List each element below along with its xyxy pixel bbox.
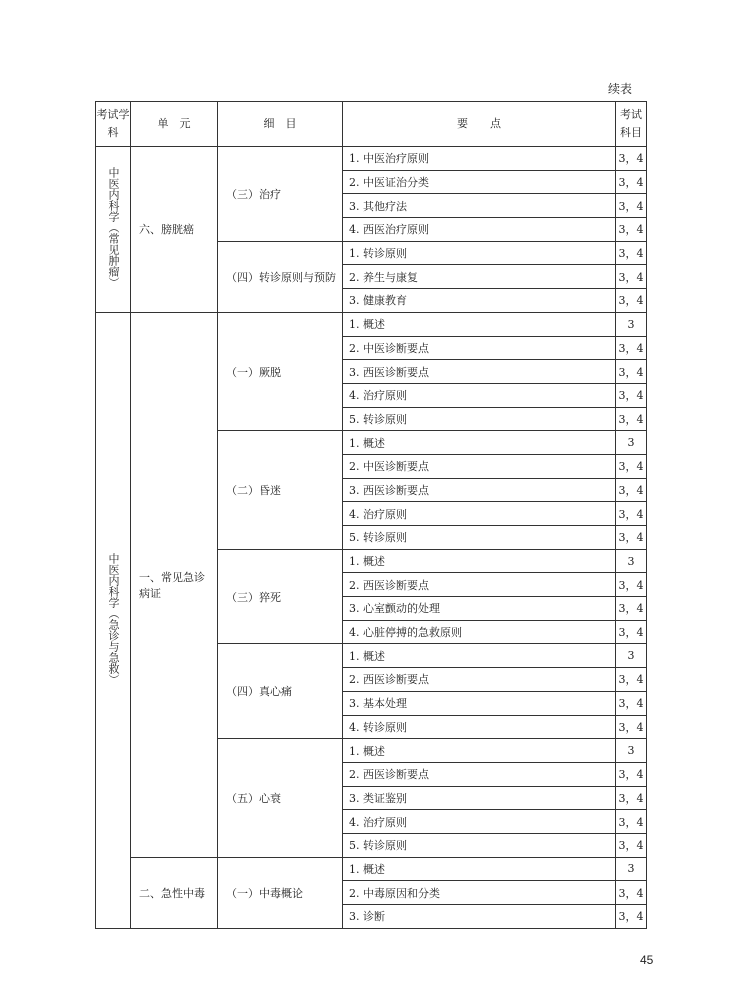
exam-cell: 3，4 xyxy=(616,715,647,739)
header-subject: 考试学科 xyxy=(96,102,131,147)
subject-label: 中医内科学（急诊与急救） xyxy=(107,552,120,685)
exam-cell: 3 xyxy=(616,312,647,336)
exam-cell: 3，4 xyxy=(616,833,647,857)
detail-cell: （三）猝死 xyxy=(218,549,343,644)
continued-label: 续表 xyxy=(608,82,633,96)
point-cell: 2. 中毒原因和分类 xyxy=(343,881,616,905)
point-cell: 3. 西医诊断要点 xyxy=(343,360,616,384)
exam-cell: 3，4 xyxy=(616,810,647,834)
point-cell: 1. 概述 xyxy=(343,431,616,455)
detail-cell: （三）治疗 xyxy=(218,147,343,242)
detail-cell: （一）中毒概论 xyxy=(218,857,343,928)
point-cell: 2. 中医诊断要点 xyxy=(343,336,616,360)
exam-cell: 3 xyxy=(616,739,647,763)
point-cell: 3. 心室颤动的处理 xyxy=(343,597,616,621)
table-row xyxy=(96,147,647,171)
point-cell: 4. 治疗原则 xyxy=(343,810,616,834)
exam-cell: 3，4 xyxy=(616,407,647,431)
table-body xyxy=(96,147,647,929)
header-point: 要 点 xyxy=(343,102,616,147)
point-cell: 2. 西医诊断要点 xyxy=(343,668,616,692)
table-row xyxy=(96,857,647,881)
exam-cell: 3，4 xyxy=(616,905,647,929)
point-cell: 1. 概述 xyxy=(343,312,616,336)
point-cell: 3. 其他疗法 xyxy=(343,194,616,218)
exam-cell: 3，4 xyxy=(616,170,647,194)
point-cell: 4. 转诊原则 xyxy=(343,715,616,739)
point-cell: 1. 概述 xyxy=(343,549,616,573)
point-cell: 5. 转诊原则 xyxy=(343,407,616,431)
exam-cell: 3，4 xyxy=(616,881,647,905)
point-cell: 2. 中医诊断要点 xyxy=(343,454,616,478)
exam-cell: 3，4 xyxy=(616,336,647,360)
unit-cell: 六、膀胱癌 xyxy=(131,147,218,313)
point-cell: 2. 养生与康复 xyxy=(343,265,616,289)
exam-cell: 3，4 xyxy=(616,454,647,478)
table-row xyxy=(96,312,647,336)
exam-cell: 3，4 xyxy=(616,573,647,597)
unit-cell: 二、急性中毒 xyxy=(131,857,218,928)
exam-cell: 3，4 xyxy=(616,383,647,407)
exam-cell: 3，4 xyxy=(616,147,647,171)
exam-cell: 3，4 xyxy=(616,597,647,621)
subject-cell xyxy=(96,312,131,928)
detail-cell: （四）真心痛 xyxy=(218,644,343,739)
exam-cell: 3，4 xyxy=(616,218,647,242)
point-cell: 4. 西医治疗原则 xyxy=(343,218,616,242)
point-cell: 3. 西医诊断要点 xyxy=(343,478,616,502)
header-detail: 细 目 xyxy=(218,102,343,147)
point-cell: 2. 西医诊断要点 xyxy=(343,573,616,597)
point-cell: 4. 治疗原则 xyxy=(343,383,616,407)
point-cell: 3. 类证鉴别 xyxy=(343,786,616,810)
exam-cell: 3，4 xyxy=(616,289,647,313)
exam-cell: 3 xyxy=(616,644,647,668)
point-cell: 5. 转诊原则 xyxy=(343,526,616,550)
point-cell: 3. 诊断 xyxy=(343,905,616,929)
detail-cell: （五）心衰 xyxy=(218,739,343,857)
exam-cell: 3，4 xyxy=(616,762,647,786)
exam-cell: 3，4 xyxy=(616,360,647,384)
page-number: 45 xyxy=(640,953,654,967)
point-cell: 3. 基本处理 xyxy=(343,691,616,715)
subject-cell xyxy=(96,147,131,313)
exam-cell: 3，4 xyxy=(616,620,647,644)
point-cell: 1. 概述 xyxy=(343,857,616,881)
point-cell: 4. 心脏停搏的急救原则 xyxy=(343,620,616,644)
exam-cell: 3，4 xyxy=(616,526,647,550)
subject-label: 中医内科学（常见肿瘤） xyxy=(107,167,120,289)
exam-cell: 3，4 xyxy=(616,478,647,502)
point-cell: 2. 西医诊断要点 xyxy=(343,762,616,786)
exam-cell: 3，4 xyxy=(616,194,647,218)
point-cell: 1. 转诊原则 xyxy=(343,241,616,265)
point-cell: 1. 概述 xyxy=(343,644,616,668)
point-cell: 1. 概述 xyxy=(343,739,616,763)
detail-cell: （四）转诊原则与预防 xyxy=(218,241,343,312)
point-cell: 2. 中医证治分类 xyxy=(343,170,616,194)
exam-cell: 3，4 xyxy=(616,691,647,715)
header-unit: 单 元 xyxy=(131,102,218,147)
exam-cell: 3 xyxy=(616,857,647,881)
exam-cell: 3 xyxy=(616,431,647,455)
unit-cell: 一、常见急诊病证 xyxy=(131,312,218,857)
point-cell: 4. 治疗原则 xyxy=(343,502,616,526)
point-cell: 5. 转诊原则 xyxy=(343,833,616,857)
detail-cell: （一）厥脱 xyxy=(218,312,343,430)
syllabus-table xyxy=(95,101,647,929)
point-cell: 1. 中医治疗原则 xyxy=(343,147,616,171)
exam-cell: 3，4 xyxy=(616,786,647,810)
table-header-row xyxy=(96,102,647,147)
exam-cell: 3 xyxy=(616,549,647,573)
exam-cell: 3，4 xyxy=(616,265,647,289)
detail-cell: （二）昏迷 xyxy=(218,431,343,549)
exam-cell: 3，4 xyxy=(616,502,647,526)
exam-cell: 3，4 xyxy=(616,241,647,265)
exam-cell: 3，4 xyxy=(616,668,647,692)
point-cell: 3. 健康教育 xyxy=(343,289,616,313)
header-exam: 考试科目 xyxy=(616,102,647,147)
